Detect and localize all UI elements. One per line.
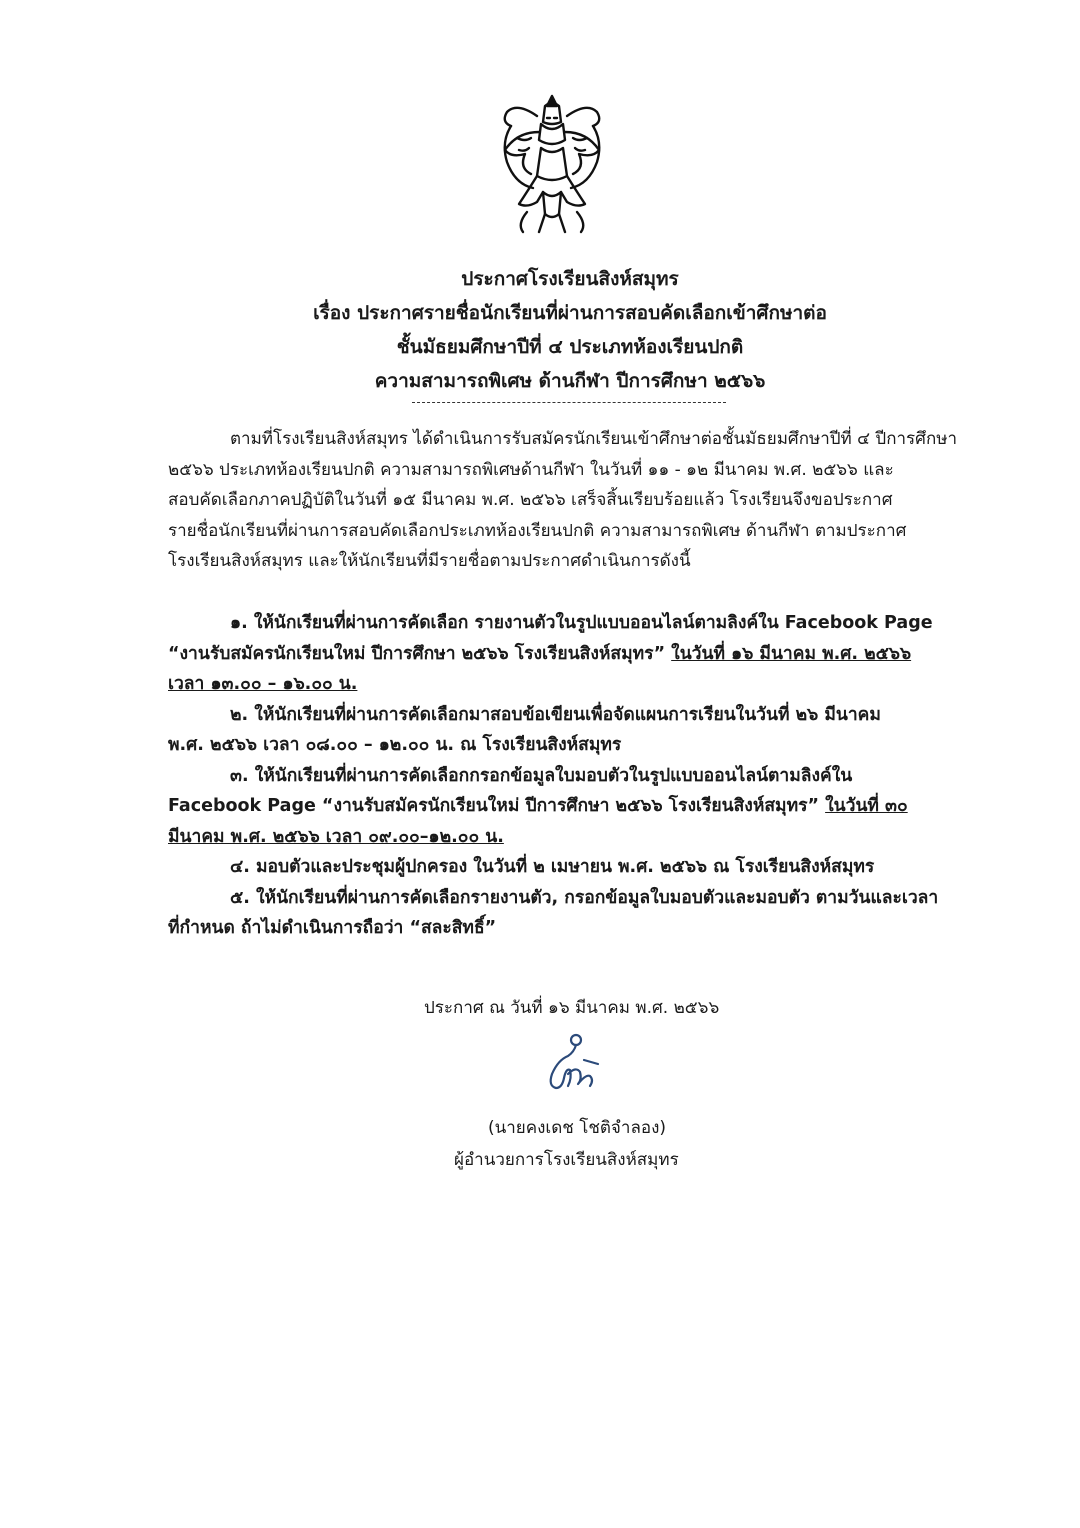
item-list (168, 608, 976, 944)
heading-divider (412, 402, 726, 403)
item-1-time: เวลา ๑๓.๐๐ – ๑๖.๐๐ น. (168, 674, 358, 694)
intro-line: ตามที่โรงเรียนสิงห์สมุทร ได้ดำเนินการรับสมัครนักเรียนเข้าศึกษาต่อชั้นมัธยมศึกษาปีที่ ๔ ปีการศึกษา (230, 429, 958, 449)
intro-line: รายชื่อนักเรียนที่ผ่านการสอบคัดเลือกประเภทห้องเรียนปกติ ความสามารถพิเศษ ด้านกีฬา ตามประกาศ (168, 520, 907, 541)
intro-line: โรงเรียนสิงห์สมุทร และให้นักเรียนที่มีรายชื่อตามประกาศดำเนินการดังนี้ (168, 551, 691, 571)
announcement-category: ความสามารถพิเศษ ด้านกีฬา ปีการศึกษา ๒๕๖๖ (374, 370, 766, 392)
item-3-line: ๓. ให้นักเรียนที่ผ่านการคัดเลือกกรอกข้อมูลใบมอบตัวในรูปแบบออนไลน์ตามลิงค์ใน (230, 765, 853, 786)
intro-paragraph (168, 424, 976, 577)
garuda-emblem-icon (497, 92, 607, 242)
item-5-line: ที่กำหนด ถ้าไม่ดำเนินการถือว่า “สละสิทธิ์” (168, 918, 497, 938)
signer-title: ผู้อำนวยการโรงเรียนสิงห์สมุทร (454, 1150, 679, 1170)
signature-icon (538, 1030, 608, 1100)
announcement-date: ประกาศ ณ วันที่ ๑๖ มีนาคม พ.ศ. ๒๕๖๖ (424, 998, 720, 1018)
item-1-line: ๑. ให้นักเรียนที่ผ่านการคัดเลือก รายงานตัวในรูปแบบออนไลน์ตามลิงค์ใน Facebook Page (230, 613, 933, 633)
announcement-level: ชั้นมัธยมศึกษาปีที่ ๔ ประเภทห้องเรียนปกติ (396, 336, 744, 358)
item-3-date: ในวันที่ ๓๐ (825, 796, 908, 816)
signer-name: (นายคงเดช โชติจำลอง) (488, 1118, 667, 1138)
item-1-date: ในวันที่ ๑๖ มีนาคม พ.ศ. ๒๕๖๖ (671, 643, 912, 664)
item-3-line (168, 791, 976, 822)
intro-line: ๒๕๖๖ ประเภทห้องเรียนปกติ ความสามารถพิเศษด้านกีฬา ในวันที่ ๑๑ - ๑๒ มีนาคม พ.ศ. ๒๕๖๖ และ (168, 459, 894, 480)
item-2-line: ๒. ให้นักเรียนที่ผ่านการคัดเลือกมาสอบข้อเขียนเพื่อจัดแผนการเรียนในวันที่ ๒๖ มีนาคม (230, 704, 881, 725)
announcement-subject: เรื่อง ประกาศรายชื่อนักเรียนที่ผ่านการสอบคัดเลือกเข้าศึกษาต่อ (313, 302, 827, 324)
item-1-page-name: “งานรับสมัครนักเรียนใหม่ ปีการศึกษา ๒๕๖๖ โรงเรียนสิงห์สมุทร” (168, 643, 672, 664)
item-2-line: พ.ศ. ๒๕๖๖ เวลา ๐๘.๐๐ – ๑๒.๐๐ น. ณ โรงเรียนสิงห์สมุทร (168, 735, 622, 755)
item-1-line (168, 639, 976, 670)
item-3-page-name: Facebook Page “งานรับสมัครนักเรียนใหม่ ปีการศึกษา ๒๕๖๖ โรงเรียนสิงห์สมุทร” (168, 796, 826, 816)
item-3-time: มีนาคม พ.ศ. ๒๕๖๖ เวลา ๐๙.๐๐–๑๒.๐๐ น. (168, 826, 504, 847)
intro-line: สอบคัดเลือกภาคปฏิบัติในวันที่ ๑๕ มีนาคม พ.ศ. ๒๕๖๖ เสร็จสิ้นเรียบร้อยแล้ว โรงเรียนจึงขอประกาศ (168, 490, 893, 510)
item-5-line: ๕. ให้นักเรียนที่ผ่านการคัดเลือกรายงานตัว, กรอกข้อมูลใบมอบตัวและมอบตัว ตามวันและเวลา (230, 887, 939, 908)
item-4-line: ๔. มอบตัวและประชุมผู้ปกครอง ในวันที่ ๒ เมษายน พ.ศ. ๒๕๖๖ ณ โรงเรียนสิงห์สมุทร (230, 857, 875, 877)
announcement-title: ประกาศโรงเรียนสิงห์สมุทร (461, 268, 679, 290)
